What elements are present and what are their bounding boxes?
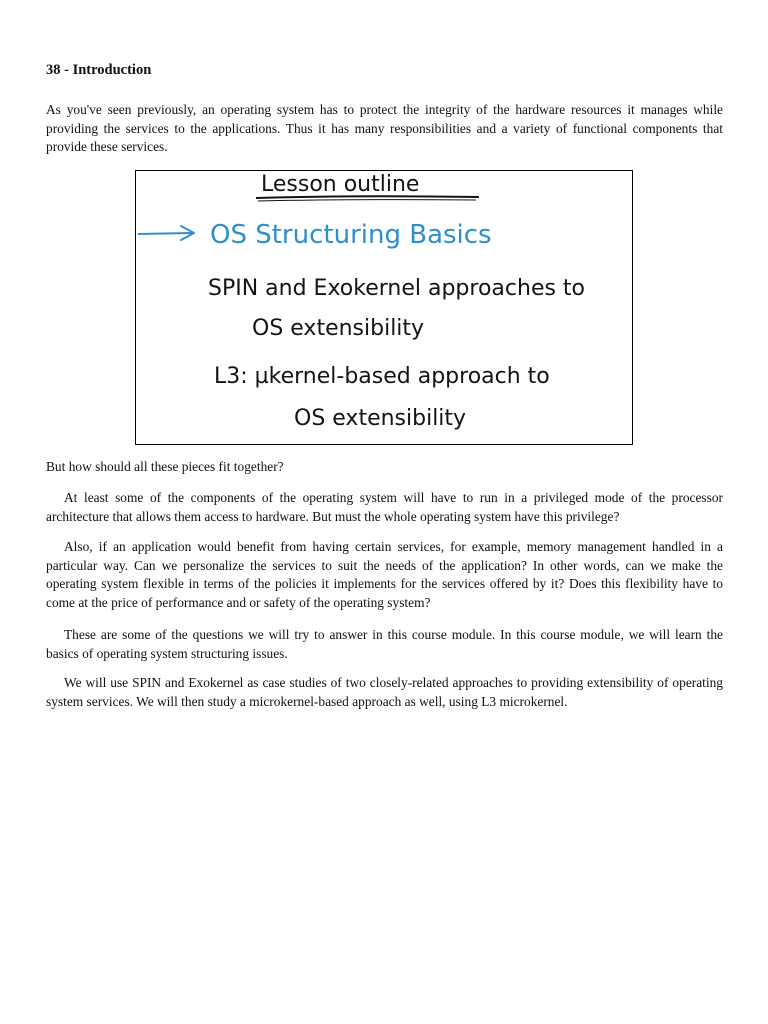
intro-paragraph: As you've seen previously, an operating system has to protect the integrity of the hardware resources it manages while providing the services to the applications. Thus it has many responsibilities and a variety of functional components that provide these services.	[46, 102, 723, 155]
module-goals-paragraph: These are some of the questions we will try to answer in this course module. In this course module, we will learn the basics of operating system structuring issues.	[46, 627, 723, 661]
title-underline-second	[258, 200, 476, 201]
outline-item-3-line2: OS extensibility	[294, 406, 467, 431]
title-underline	[256, 196, 479, 198]
question-paragraph: But how should all these pieces fit together?	[46, 459, 284, 474]
lesson-outline-title: Lesson outline	[261, 172, 420, 197]
lesson-outline-sketch	[136, 171, 632, 444]
lesson-outline-figure	[135, 170, 633, 445]
arrow-shaft	[138, 233, 192, 234]
section-title: 38 - Introduction	[46, 62, 152, 78]
outline-item-2-line2: OS extensibility	[252, 316, 425, 341]
outline-item-2-line1: SPIN and Exokernel approaches to	[208, 276, 586, 301]
outline-item-3-line1: L3: µkernel-based approach to	[214, 364, 550, 389]
privilege-paragraph: At least some of the components of the operating system will have to run in a privileged mode of the processor architecture that allows them access to hardware. But must the whole operating system have this privilege?	[46, 490, 723, 524]
highlighted-outline-item: OS Structuring Basics	[210, 220, 492, 250]
case-studies-paragraph: We will use SPIN and Exokernel as case studies of two closely-related approaches to providing extensibility of operating system services. We will then study a microkernel-based approach as well, using L3 microkernel.	[46, 675, 723, 709]
flexibility-paragraph: Also, if an application would benefit from having certain services, for example, memory management handled in a particular way. Can we personalize the services to suit the needs of the application? In other words, can we make the operating system flexible in terms of the policies it implements for the services offered by it? Does this flexibility have to come at the price of performance and or safety of the operating system?	[46, 539, 723, 611]
